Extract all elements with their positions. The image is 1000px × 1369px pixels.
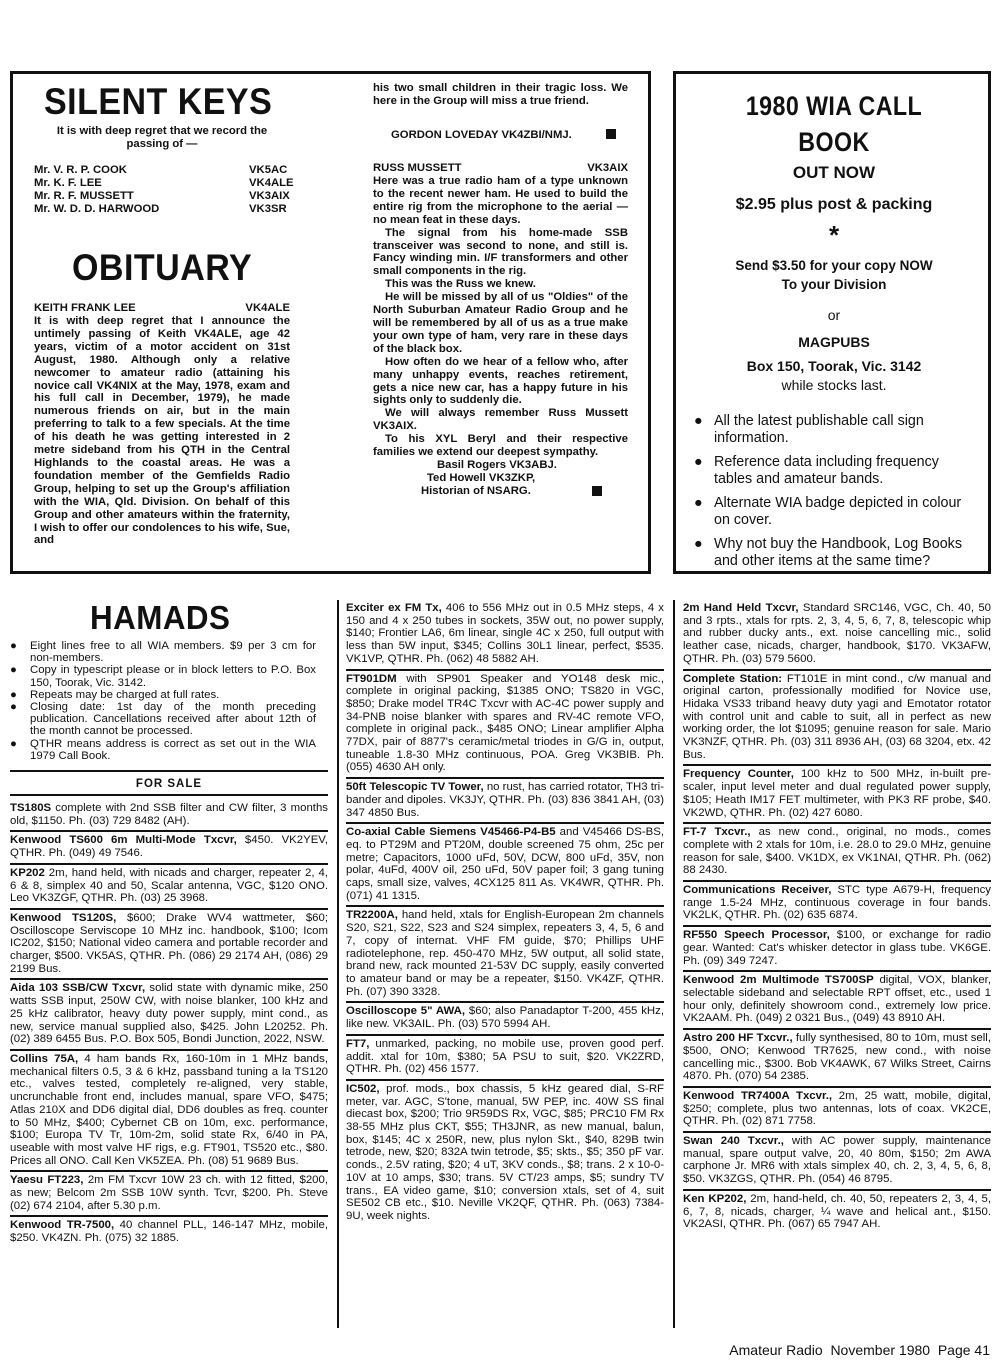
ad-heading: Communications Receiver, xyxy=(683,884,832,897)
silent-key-name: Mr. V. R. P. COOK xyxy=(34,164,127,176)
hamads-column-3 xyxy=(683,600,991,1234)
silent-key-call: VK4ALE xyxy=(249,177,294,189)
ad-heading: Astro 200 HF Txcvr., xyxy=(683,1032,793,1045)
ad-heading: Aida 103 SSB/CW Txcvr, xyxy=(10,982,146,995)
hamads-rule: ● Copy in typescript please or in block letters to P.O. Box 150, Toorak, Vic. 3142. xyxy=(10,664,316,688)
classified-ad xyxy=(346,1081,664,1226)
ad-heading: FT-7 Txcvr., xyxy=(683,826,751,839)
silent-key-call: VK3SR xyxy=(249,203,287,215)
callbook-content xyxy=(690,88,978,569)
obituary-title: OBITUARY xyxy=(72,247,253,288)
classified-ad xyxy=(683,927,991,972)
ad-heading: IC502, xyxy=(346,1082,380,1095)
silent-key-row xyxy=(34,177,296,190)
ad-text: prof. mods., box chassis, 5 kHz geared dial, S-RF meter, var. AGC, S'tone, manual, 5W PEP, inc. 40W SS final diecast box, $200; Trio 9R59DS Rx, VGC, $85; PRC10 FM Rx 38-55 MHz plus CKT, $55; TH3JNR, as new manual, balun, box, $145; 4C x 250R, new, plus nylon Skt., $40, 829B twin tetrode, new, $20; 832A twin tetrode, $5; skts., $5; 350 pF var. conds., 2.5V rating, $20; 4 uT, 3KV conds., $8; trans. 2 x 10-0-10V at 10 amps, $30; trans. 5V CT/23 amps, $5; sundry TV trans., EA video game, $10; conversion xtals, set of 4, suit SE502 CB etc., $10. Neville VK2QF, QTHR. Ph. (063) 7384-9U, week nights. xyxy=(346,1082,664,1222)
ad-heading: RF550 Speech Processor, xyxy=(683,929,830,942)
silent-key-row xyxy=(34,190,296,203)
classified-ad xyxy=(683,1030,991,1088)
mussett-signature-1: Basil Rogers VK3ABJ. xyxy=(437,458,557,471)
classified-ad xyxy=(10,980,328,1051)
classified-ad xyxy=(10,1172,328,1217)
lee-signature: GORDON LOVEDAY VK4ZBI/NMJ. xyxy=(391,129,572,141)
silent-key-call: VK3AIX xyxy=(249,190,290,202)
lee-heading xyxy=(34,302,290,315)
ad-heading: KP202 xyxy=(10,866,45,879)
ad-text: hand held, xtals for English-European 2m channels S20, S21, S22, S23 and S24 simplex, repeaters 3, 4, 5, 6 and 7, copy of internat. VHF FM guide, $70; Phillips UHF radiotelephone, rep. 450-470 MHz, 5W output, all solid state, brand new, rack mounted 21-53V DC supply, easily converted to amateur band or may be a repeater, $150. VK4ZF, QTHR. Ph. (07) 390 3328. xyxy=(346,909,664,998)
silent-keys-title: SILENT KEYS xyxy=(44,81,273,122)
ad-heading: Collins 75A, xyxy=(10,1052,79,1065)
classified-ad xyxy=(346,671,664,780)
mussett-heading-name: RUSS MUSSETT xyxy=(373,162,462,174)
page-footer: Amateur Radio November 1980 Page 41 xyxy=(729,1342,990,1358)
hamads-rule: ● Eight lines free to all WIA members. $9 per 3 cm for non-members. xyxy=(10,640,316,664)
mussett-signature-3-text: Historian of NSARG. xyxy=(421,484,531,497)
ad-heading: Kenwood TS120S, xyxy=(10,911,117,924)
callbook-or: or xyxy=(827,307,841,323)
mussett-paragraph: Here was a true radio ham of a type unknown to the recent newer ham. He used to build the entire rig from the microphone to the aerial — no mean feat in these days. xyxy=(373,175,628,226)
ad-heading: Co-axial Cable Siemens V45466-P4-B5 xyxy=(346,826,556,839)
classified-ad xyxy=(10,1217,328,1247)
ad-text: no rust, has carried rotator, TH3 tri-bander and dipoles. VK3JY, QTHR. Ph. (03) 836 3841 AH, (03) 347 4850 Bus. xyxy=(346,781,664,819)
ad-text: and V45466 DS-BS, eq. to PT29M and PT20M, double screened 75 ohm, 25c per metre; Capacitors, 1000 uFd, 50V, DCW, 800 uFd, 35V, non polar, 4uFd, 400V oil, 250 uFd, 50V paper foil; 3 gang tuning caps, small size, valves, 4CX125 811 As. VK4WR, QTHR. Ph. (071) 41 1315. xyxy=(346,826,664,902)
classified-ad xyxy=(346,1003,664,1035)
lee-heading-call: VK4ALE xyxy=(245,302,290,314)
hamads-rules xyxy=(10,640,316,762)
hamads-title: HAMADS xyxy=(90,599,231,636)
ad-text: 4 ham bands Rx, 160-10m in 1 MHz bands, mechanical filters 0.5, 3 & 6 kHz, passband tuning a la TS120 etc., valves tested, completely re-aligned, very stable, uncrunchable front end, includes manual, spare VFO, $475; Atlas 210X and DD6 digital dial, DD6 doubles as freq. counter to 50 MHz, $400; Cybernet CB on 10m, exc. performance, $100; Europa TV Tr, 10m-2m, solid state Rx, 6/40 in PA, useable with most valve HF rigs, e.g. FT901, TS520 etc., $80. Prices all ONO. Call Ken VK5ZEA. Ph. (08) 51 9689 Bus. xyxy=(10,1052,328,1167)
ad-text: as new cond., original, no mods., comes complete with 2 xtals for 10m, i.e. 28.0 to 29.0 MHz, genuine reason for sale, $400. VK1DX, ex VK1NAI, QTHR. Ph. (062) 88 2430. xyxy=(683,826,991,877)
ad-heading: Swan 240 Txcvr., xyxy=(683,1135,784,1148)
ad-text: 2m, hand-held, ch. 40, 50, repeaters 2, 3, 4, 5, 6, 7, 8, nicads, charger, ¼ wave and helical ant., $150. VK2ASI, QTHR. Ph. (067) 65 7947 AH. xyxy=(683,1192,992,1231)
ad-heading: Oscilloscope 5" AWA, xyxy=(346,1005,466,1018)
classified-ad xyxy=(10,832,328,864)
classified-ad xyxy=(683,882,991,927)
callbook-magpubs: MAGPUBS xyxy=(798,334,870,350)
mussett-signature-2: Ted Howell VK3ZKP, xyxy=(427,471,536,484)
lee-obituary-continued: his two small children in their tragic loss. We here in the Group will miss a true friend. xyxy=(373,82,628,107)
classified-ad xyxy=(10,800,328,832)
silent-key-name: Mr. R. F. MUSSETT xyxy=(34,190,134,202)
ad-heading: FT901DM xyxy=(346,672,397,685)
callbook-title: 1980 WIA CALL BOOK xyxy=(745,91,923,157)
ad-text: FT101E in mint cond., c/w manual and original carton, professionally modified for Novice use, Hidaka VS33 triband heavy duty yagi and Emotator rotator with control unit and cable to suit, all in perfect as new working order, the lot $1095; genuine reason for sale. Mario VK3NZF, QTHR. Ph. (03) 311 8936 AH, (03) 68 3204, etx. 42 Bus. xyxy=(683,672,991,761)
ad-heading: Kenwood TR7400A Txcvr., xyxy=(683,1089,833,1102)
callbook-bullet: ● Why not buy the Handbook, Log Books and other items at the same time? xyxy=(694,536,976,569)
callbook-bullet: ● Reference data including frequency tables and amateur bands. xyxy=(694,454,976,487)
silent-keys-intro: It is with deep regret that we record the passing of — xyxy=(56,125,268,150)
callbook-while-stocks: while stocks last. xyxy=(781,377,887,393)
classified-ad xyxy=(683,671,991,767)
callbook-subtitle: OUT NOW xyxy=(792,163,876,182)
silent-key-row xyxy=(34,164,296,177)
ad-heading: Frequency Counter, xyxy=(683,768,794,781)
ad-text: $60; also Panadaptor T-200, 455 kHz, like new. VK3AIL. Ph. (03) 570 5994 AH. xyxy=(346,1005,665,1031)
mussett-heading-call: VK3AIX xyxy=(587,162,628,174)
callbook-send-line-1: Send $3.50 for your copy NOW xyxy=(735,258,933,273)
classified-ad xyxy=(10,910,328,981)
ad-heading: Yaesu FT223, xyxy=(10,1174,84,1187)
ad-text: STC type A679-H, frequency range 1.5-24 MHz, continuous coverage in four bands. VK2LK, QTHR. Ph. (02) 635 6874. xyxy=(683,884,991,922)
ad-text: $450. VK2YEV, QTHR. Ph. (049) 49 7546. xyxy=(10,834,329,860)
classified-ad xyxy=(683,824,991,882)
end-mark-icon xyxy=(606,129,616,139)
ad-heading: 2m Hand Held Txcvr, xyxy=(683,602,799,614)
mussett-paragraph: To his XYL Beryl and their respective families we extend our deepest sympathy. xyxy=(373,433,628,459)
ad-heading: Complete Station: xyxy=(683,672,783,685)
mussett-paragraph: This was the Russ we knew. xyxy=(385,278,536,291)
ad-text: solid state with dynamic mike, 250 watts SSB input, 250W CW, with noise blanker, 100 kHz and 25 kHz calibrator, heavy duty power supply, mint cond., as new, service manual supplied also, $425. John L20252. Ph. (02) 389 6455 Bus. P.O. Box 505, Bondi Junction, 2022, NSW. xyxy=(10,982,328,1046)
mussett-text xyxy=(373,175,628,498)
mussett-signature-3 xyxy=(373,485,628,498)
ad-text: fully synthesised, 80 to 10m, must sell, $500, ONO; Kenwood TR7625, new cond., with noise cancelling mic., $300. Bob VK4AWK, 67 Wilks Street, Cairns 4870. Ph. (070) 54 2385. xyxy=(683,1032,991,1083)
ad-text: 406 to 556 MHz out in 0.5 MHz steps, 4 x 150 and 4 x 250 tubes in sockets, 35W out, no power supply, $140; Frontier LA6, 6m linear, single 4C x 250, full output with less than 5W input, $345; Collins 30L1 linear, perfect, $535. VK1VP, QTHR. Ph. (062) 48 5882 AH. xyxy=(346,602,664,665)
callbook-bullet: ● All the latest publishable call sign information. xyxy=(694,413,976,446)
classified-ad xyxy=(683,972,991,1030)
ad-heading: Kenwood 2m Multimode TS700SP xyxy=(683,974,874,987)
callbook-bullet: ● Alternate WIA badge depicted in colour on cover. xyxy=(694,495,976,528)
hamads-rule: ● QTHR means address is correct as set out in the WIA 1979 Call Book. xyxy=(10,738,316,762)
classified-ad xyxy=(683,1088,991,1133)
callbook-price: $2.95 plus post & packing xyxy=(735,196,933,213)
ad-text: 2m, 25 watt, mobile, digital, $250; complete, plus two antennas, lots of coax. VK2CE, QTHR. Ph. (02) 871 7758. xyxy=(683,1089,991,1128)
classified-ad xyxy=(10,1051,328,1172)
callbook-bullet-list xyxy=(694,413,976,569)
ad-heading: TR2200A, xyxy=(346,909,398,922)
ad-heading: Kenwood TR-7500, xyxy=(10,1219,115,1232)
ad-text: with AC power supply, maintenance manual, spare output valve, 20, 40 80m, $150; 2m AWA carphone Jr. MR6 with xtals simplex 40, ch. 2, 3, 4, 5, 6, 8, $50. VK3ZGS, QTHR. Ph. (054) 46 8795. xyxy=(683,1135,991,1186)
ad-heading: Ken KP202, xyxy=(683,1192,747,1205)
mussett-heading xyxy=(373,162,628,175)
column-divider xyxy=(673,600,675,1328)
classified-ad xyxy=(683,766,991,824)
mussett-paragraph: How often do we hear of a fellow who, after many unhappy events, reaches retirement, gets a nice new car, has a happy future in his sights only to suddenly die. xyxy=(373,355,628,407)
ad-heading: FT7, xyxy=(346,1037,370,1050)
ad-text: complete with 2nd SSB filter and CW filter, 3 months old, $1150. Ph. (03) 729 8482 (AH). xyxy=(10,802,328,827)
classified-ad xyxy=(683,1133,991,1191)
for-sale-heading xyxy=(10,770,328,796)
ad-heading: Kenwood TS600 6m Multi-Mode Txcvr, xyxy=(10,834,237,847)
ad-text: $600; Drake WV4 wattmeter, $60; Oscilloscope Serviscope 10 MHz inc. handbook, $100; Icom IC202, $150; National video camera and portable recorder and charger, $500. VK5AS, QTHR. Ph. (086) 29 2174 AH, (086) 29 2199 Bus. xyxy=(10,911,328,975)
ad-text: $100, or exchange for radio gear. Wanted: Cat's whisker detector in glass tube. VK6GE. Ph. (09) 349 7247. xyxy=(683,929,991,967)
for-sale-label: FOR SALE xyxy=(135,778,203,791)
ads-list xyxy=(10,800,328,1248)
callbook-send-line-2: To your Division xyxy=(781,277,887,292)
ad-text: 100 kHz to 500 MHz, in-built pre-scaler, input level meter and dual regulated power supply, $105; Heath IM17 FET multimeter, with PK3 RF probe, $40. VK2WD, QTHR. Ph. (02) 427 6080. xyxy=(683,768,991,819)
mussett-paragraph: He will be missed by all of us "Oldies" of the North Suburban Amateur Radio Group and he will be remembered by all of us as a true make your own type of ham, very rare in these days of the black box. xyxy=(373,291,628,355)
classified-ad xyxy=(346,600,664,671)
classified-ad xyxy=(346,824,664,907)
classified-ad xyxy=(346,779,664,824)
ad-heading: 50ft Telescopic TV Tower, xyxy=(346,781,484,794)
ad-heading: TS180S xyxy=(10,802,52,815)
silent-keys-list xyxy=(34,164,296,216)
ad-text: 2m FM Txcvr 10W 23 ch. with 12 fitted, $200, as new; Belcom 2m SSB 10W synth. Tcvr, $200. Ph. Steve (02) 674 2104, after 5.30 p.m. xyxy=(10,1174,329,1212)
silent-key-name: Mr. K. F. LEE xyxy=(34,177,102,189)
hamads-column-1 xyxy=(10,600,328,1248)
hamads-column-2 xyxy=(346,600,664,1226)
ad-text: Standard SRC146, VGC, Ch. 40, 50 and 3 rpts., xtals for rpts. 2, 3, 4, 5, 6, 7, 8, telescopic whip and rubber ducky ants., ext. noise cancelling mic., solid leather case, nicads, charger, handbook, $170. VK3AFW, QTHR. Ph. (03) 579 5600. xyxy=(683,602,991,665)
ad-text: digital, VOX, blanker, selectable sideband and selectable RPT offset, etc., used 1 hour only, definitely showroom cond., extremely low price. VK2AAM. Ph. (049) 2 0321 Bus., (049) 43 8910 AH. xyxy=(683,974,991,1025)
classified-ad xyxy=(683,1191,991,1234)
mussett-paragraph: We will always remember Russ Mussett VK3AIX. xyxy=(373,407,628,433)
hamads-rule: ● Closing date: 1st day of the month preceding publication. Cancellations received after about 12th of the month cannot be processed. xyxy=(10,701,316,738)
callbook-address: Box 150, Toorak, Vic. 3142 xyxy=(746,358,922,374)
classified-ad xyxy=(346,907,664,1003)
ad-heading: Exciter ex FM Tx, xyxy=(346,602,442,614)
silent-key-row xyxy=(34,203,296,216)
column-divider xyxy=(337,600,339,1328)
mussett-paragraph: The signal from his home-made SSB transceiver was second to none, and still is. Fancy winding min. I/F transformers and other small components in the rig. xyxy=(373,226,628,278)
classified-ad xyxy=(10,865,328,910)
lee-obituary-text: It is with deep regret that I announce the untimely passing of Keith VK4ALE, age 42 years, victim of a motor accident on 31st August, 1980. Although only a relative newcomer to amateur radio (attaining his novice call VK4NIX at the May, 1978, exam and his full call in December, 1979), he made numerous friends on air, but in the main preferring to talk to a few specials. At the time of his death he was getting interested in 2 metre sideband from his QTH in the Central Highlands to the coastal areas. He was a foundation member of the Gemfields Radio Group, helping to set up the Group's affiliation with the WIA, Qld. Division. On behalf of this Group and other amateurs within the fraternity, I wish to offer our condolences to his wife, Sue, and xyxy=(34,315,290,547)
hamads-rule: ● Repeats may be charged at full rates. xyxy=(10,689,316,701)
lee-heading-name: KEITH FRANK LEE xyxy=(34,302,136,314)
silent-key-call: VK5AC xyxy=(249,164,288,176)
lee-signature-row xyxy=(373,125,628,143)
callbook-star: * xyxy=(828,220,840,250)
ad-text: with SP901 Speaker and YO148 desk mic., complete in original packing, $1385 ONO; TS820 in VGC, $850; Drake model TR4C Txcvr with AC-4C power supply and 34-PNB noise blanker with spares and RV-4C remote VFO, complete in original pack., $485 ONO; Linear amplifier Alpha 77DX, pair of 8877's ceramic/metal triodes in G/G in, output, tuneable 1.8-30 MHz continuous, POA. Greg VK3BIB. Ph. (055) 4630 AH only. xyxy=(346,672,664,774)
end-mark-icon xyxy=(592,486,602,496)
ad-text: 2m, hand held, with nicads and charger, repeater 2, 4, 6 & 8, simplex 40 and 50, Scalar antenna, VGC, $120 ONO. Leo VK3ZGF, QTHR. Ph. (03) 25 3968. xyxy=(10,866,328,905)
classified-ad xyxy=(346,1036,664,1081)
ad-text: unmarked, packing, no mobile use, proven good perf. addit. xtal for 10m, $380; 5A PSU to suit, $20. VK2ZRD, QTHR. Ph. (02) 456 1577. xyxy=(346,1037,664,1076)
classified-ad xyxy=(683,600,991,671)
silent-key-name: Mr. W. D. D. HARWOOD xyxy=(34,203,160,215)
ad-text: 40 channel PLL, 146-147 MHz, mobile, $250. VK4ZN. Ph. (075) 32 1885. xyxy=(10,1219,328,1245)
